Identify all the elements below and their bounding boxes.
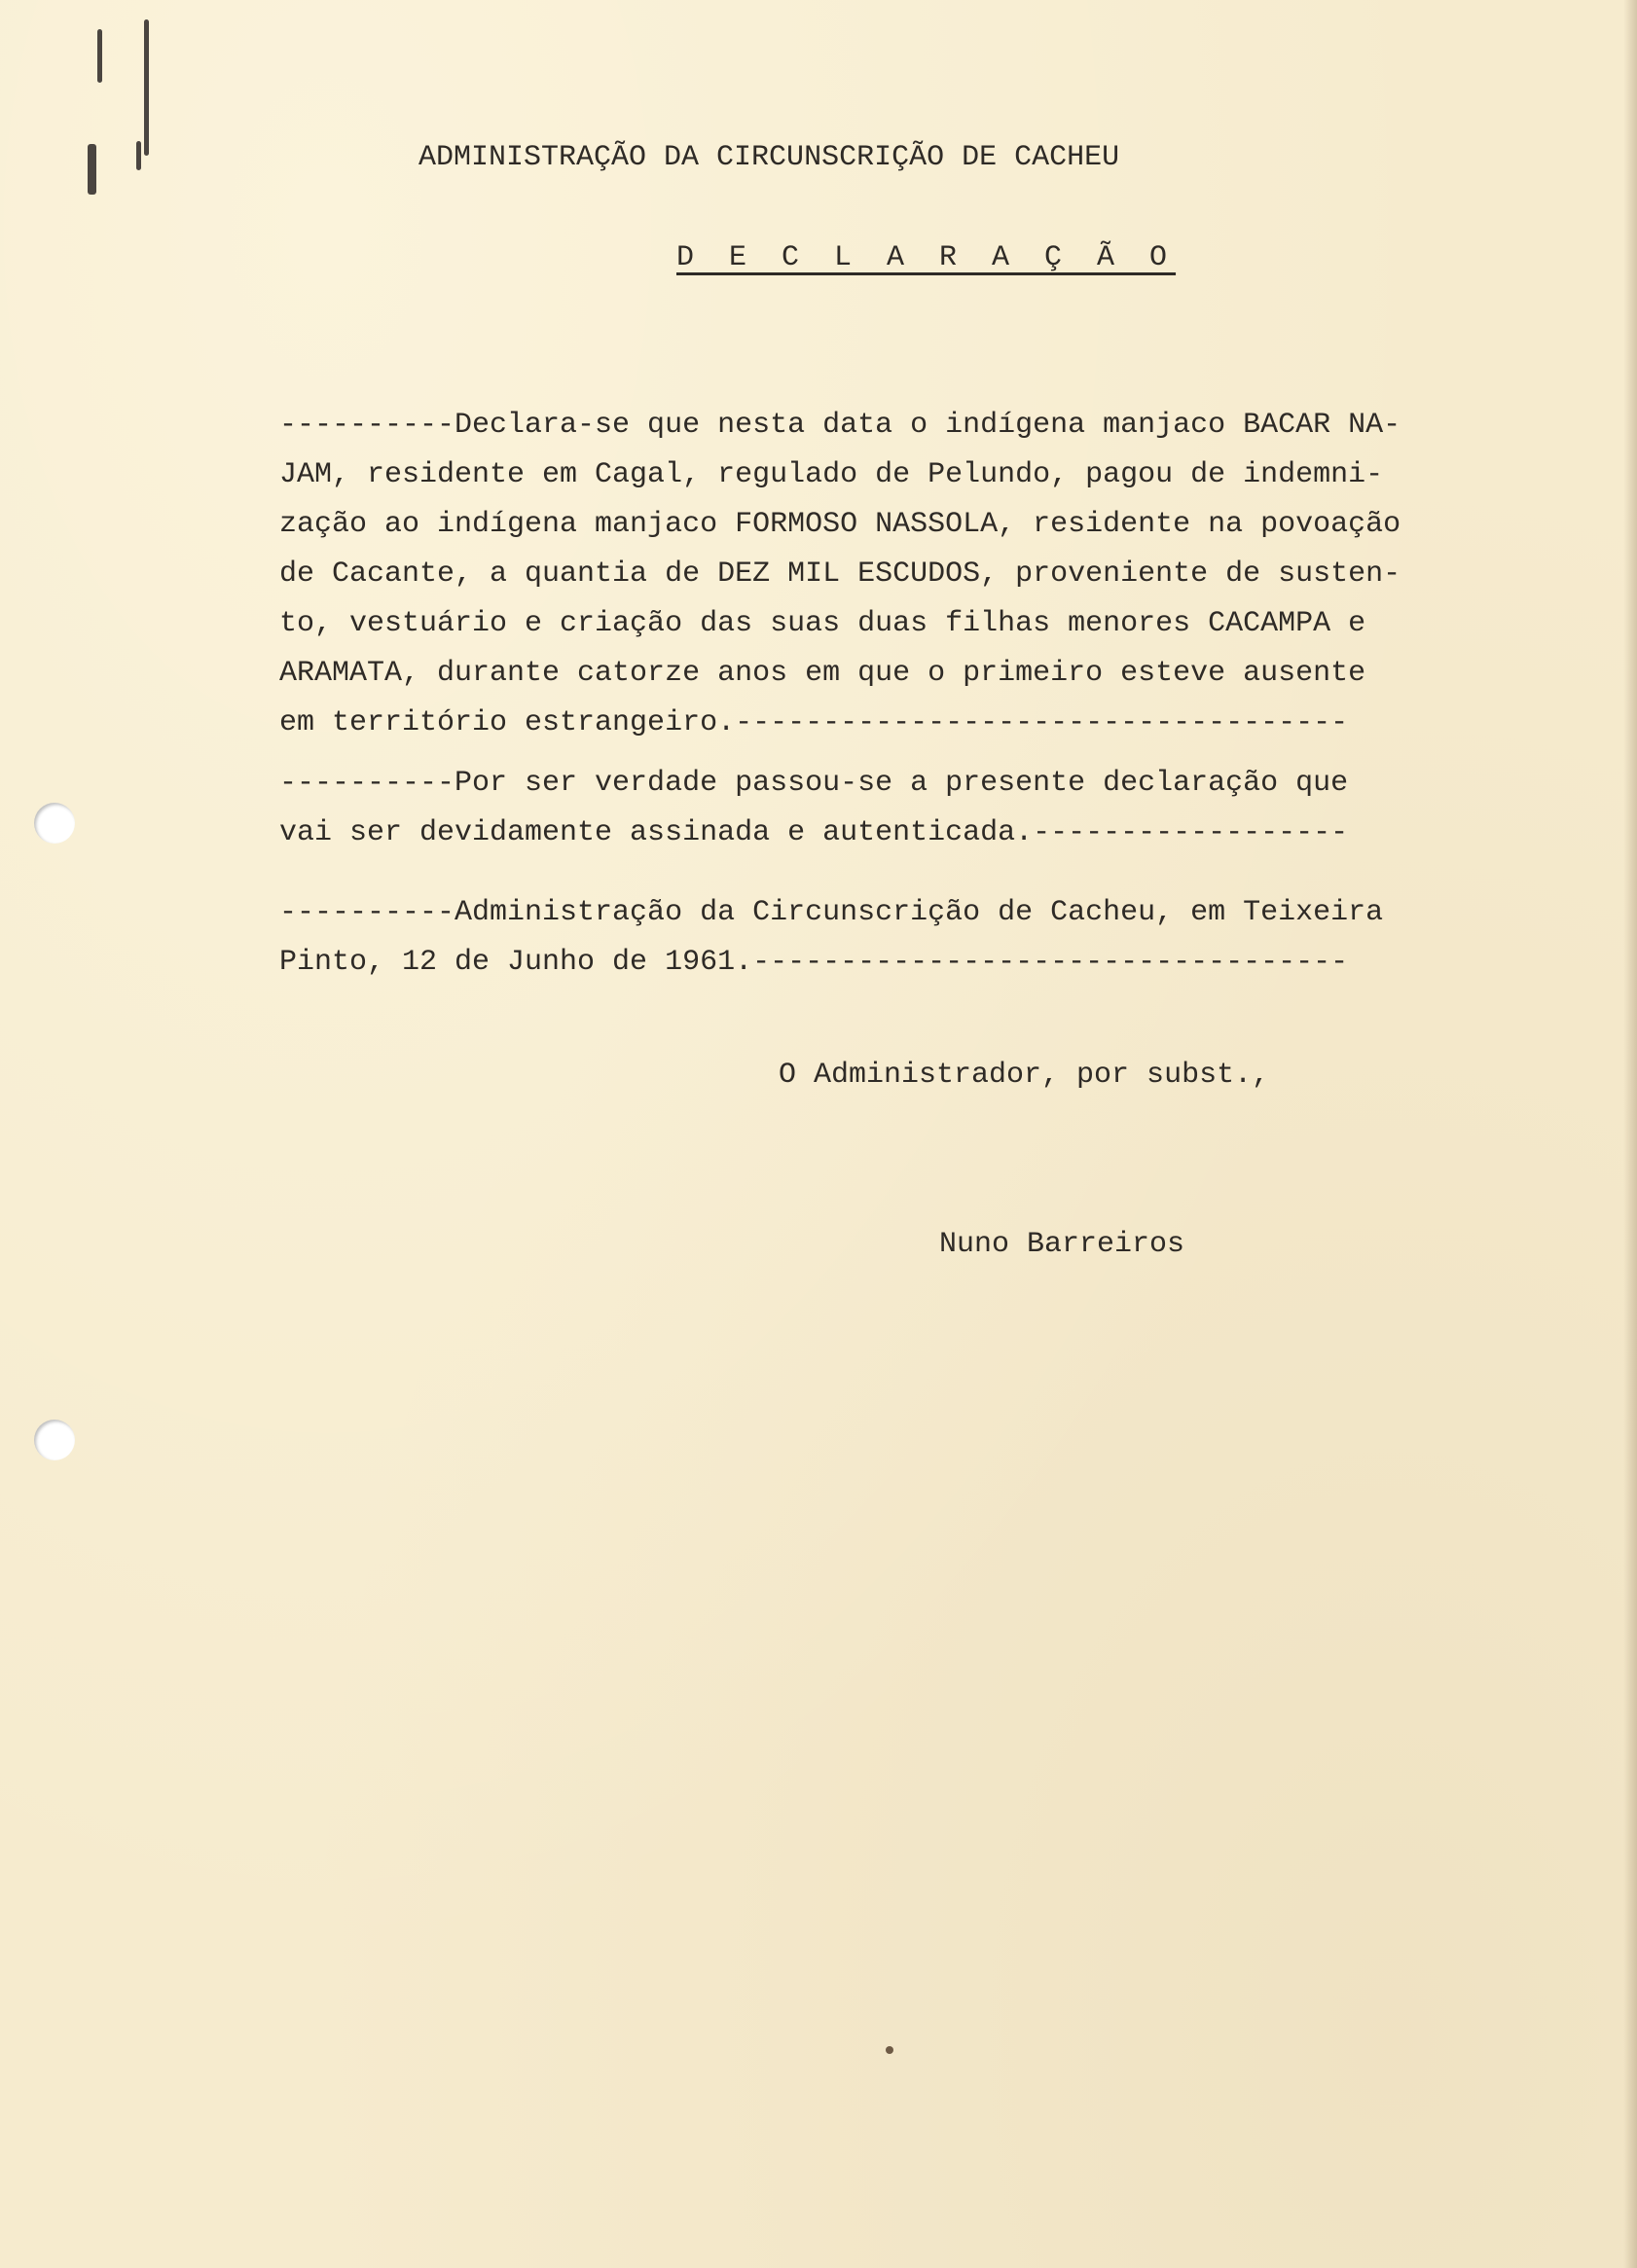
closing-line: O Administrador, por subst., xyxy=(779,1059,1270,1092)
administration-heading: ADMINISTRAÇÃO DA CIRCUNSCRIÇÃO DE CACHEU xyxy=(418,141,1120,174)
text-line: em território estrangeiro.----------------------------------- xyxy=(279,706,1349,739)
page-edge-shadow xyxy=(1623,0,1637,2268)
staple-mark xyxy=(88,144,96,195)
text-line: ----------Por ser verdade passou-se a presente declaração que xyxy=(279,767,1349,800)
text-line: JAM, residente em Cagal, regulado de Pelundo, pagou de indemni- xyxy=(279,458,1384,491)
staple-mark xyxy=(144,19,149,156)
document-title: D E C L A R A Ç Ã O xyxy=(676,241,1177,274)
text-line: ----------Declara-se que nesta data o indígena manjaco BACAR NA- xyxy=(279,409,1401,442)
text-line: vai ser devidamente assinada e autenticada.------------------ xyxy=(279,816,1349,849)
signature-name: Nuno Barreiros xyxy=(939,1228,1185,1261)
text-line: zação ao indígena manjaco FORMOSO NASSOLA, residente na povoação xyxy=(279,508,1401,541)
punch-hole xyxy=(34,1420,75,1460)
text-line: to, vestuário e criação das suas duas filhas menores CACAMPA e xyxy=(279,607,1366,640)
text-line: de Cacante, a quantia de DEZ MIL ESCUDOS, proveniente de susten- xyxy=(279,558,1401,591)
text-line: ----------Administração da Circunscrição de Cacheu, em Teixeira xyxy=(279,896,1384,929)
truth-paragraph xyxy=(279,759,1564,858)
place-date-paragraph xyxy=(279,888,1564,988)
punch-hole xyxy=(34,803,75,844)
text-line: Pinto, 12 de Junho de 1961.---------------------------------- xyxy=(279,946,1349,979)
staple-mark xyxy=(136,141,141,170)
declaration-paragraph xyxy=(279,401,1564,748)
staple-mark xyxy=(97,29,102,83)
text-line: ARAMATA, durante catorze anos em que o primeiro esteve ausente xyxy=(279,657,1366,690)
ink-spot xyxy=(886,2046,893,2054)
